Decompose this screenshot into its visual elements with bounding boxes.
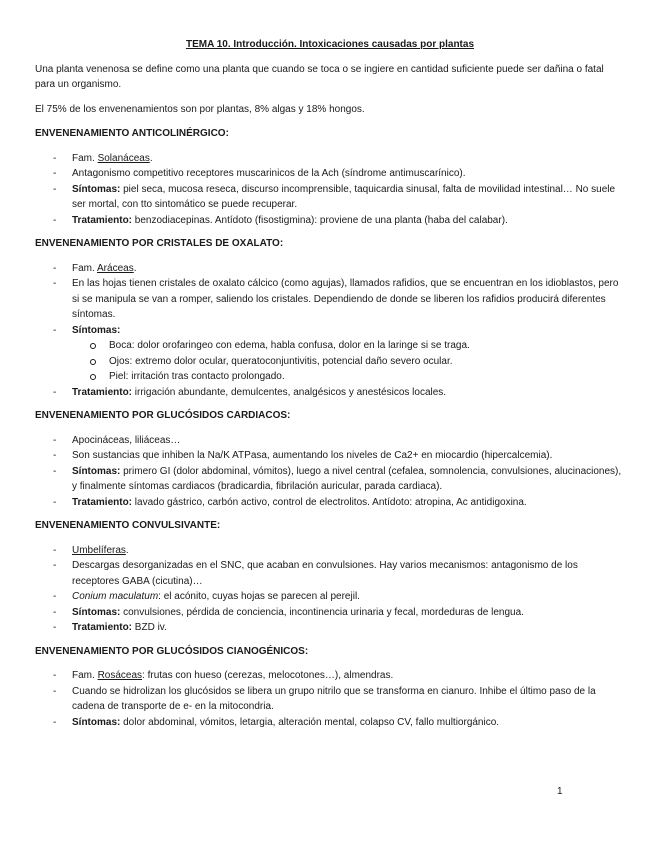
- dash-marker: -: [53, 465, 57, 477]
- sub-list-item: [72, 338, 625, 354]
- dash-marker: -: [53, 278, 57, 289]
- intro-paragraph-definition: Una planta venenosa se define como una planta que cuando se toca o se ingiere en cantidad suficiente puede ser dañina o fatal para un organismo.: [35, 63, 604, 90]
- item-text: dolor abdominal, vómitos, letargia, alteración mental, colapso CV, fallo multiorgánico.: [120, 716, 500, 728]
- dash-marker: -: [53, 496, 57, 508]
- intro-paragraph-statistics: El 75% de los envenenamientos son por plantas, 8% algas y 18% hongos.: [35, 103, 365, 115]
- circle-bullet-icon: [90, 374, 96, 380]
- list-item: [35, 166, 625, 182]
- dash-marker: -: [53, 434, 57, 446]
- item-text: .: [133, 262, 137, 274]
- list-item: [35, 448, 625, 464]
- section-heading-anticolinergico: ENVENENAMIENTO ANTICOLINÉRGICO:: [35, 128, 229, 139]
- dash-marker: -: [53, 622, 57, 633]
- item-label: Síntomas:: [72, 183, 121, 195]
- item-label: Síntomas:: [72, 716, 121, 728]
- dash-marker: -: [53, 685, 57, 697]
- section-list-convulsivante: [35, 543, 625, 636]
- item-text: convulsiones, pérdida de conciencia, incontinencia urinaria y fecal, mordeduras de lengua.: [120, 606, 524, 618]
- section-list-cianogenicos: [35, 668, 625, 730]
- sub-list-item: [72, 354, 625, 370]
- list-item: [35, 543, 625, 559]
- sub-item-text: Piel: irritación tras contacto prolongado.: [109, 371, 285, 382]
- list-item: [35, 605, 625, 621]
- section-heading-glucosidos-cardiacos: ENVENENAMIENTO POR GLUCÓSIDOS CARDIACOS:: [35, 410, 291, 421]
- section-heading-convulsivante: ENVENENAMIENTO CONVULSIVANTE:: [35, 520, 221, 531]
- item-label: Síntomas:: [72, 606, 121, 618]
- item-label: Tratamiento:: [72, 622, 133, 633]
- list-item: [35, 276, 625, 323]
- item-label: Tratamiento:: [72, 214, 133, 226]
- list-item: [35, 558, 625, 589]
- circle-bullet-icon: [90, 359, 96, 365]
- circle-bullet-icon: [90, 343, 96, 349]
- dash-marker: -: [53, 544, 57, 556]
- family-name: Solanáceas: [97, 152, 150, 164]
- item-text: .: [125, 544, 129, 556]
- item-label: Síntomas:: [72, 465, 121, 477]
- list-item: [35, 261, 625, 277]
- dash-marker: -: [53, 262, 57, 274]
- item-text: Fam.: [72, 670, 98, 681]
- family-name: Rosáceas: [97, 670, 143, 681]
- list-item: [35, 668, 625, 684]
- item-text: : frutas con hueso (cerezas, melocotones…), almendras.: [142, 670, 394, 681]
- species-name: Conium maculatum: [72, 591, 159, 602]
- list-item: [35, 213, 625, 229]
- family-name: Aráceas: [97, 262, 134, 274]
- item-text: Apocináceas, liliáceas…: [72, 434, 181, 446]
- list-item: [35, 715, 625, 731]
- section-list-glucosidos-cardiacos: [35, 433, 625, 511]
- item-label: Tratamiento:: [72, 386, 133, 398]
- list-item: [35, 620, 625, 636]
- item-text: irrigación abundante, demulcentes, analgésicos y anestésicos locales.: [132, 386, 447, 398]
- dash-marker: -: [53, 214, 57, 226]
- dash-marker: -: [53, 324, 57, 336]
- list-item: [35, 151, 625, 167]
- section-heading-cianogenicos: ENVENENAMIENTO POR GLUCÓSIDOS CIANOGÉNICOS:: [35, 645, 309, 657]
- item-text: En las hojas tienen cristales de oxalato cálcico (como agujas), llamados rafidios, que se encuentran en los idioblastos, pero si se manipula se van a romper, saliendo los cristales. Dependiendo de donde se liberen los rafidios producirá diferentes síntomas.: [72, 278, 619, 320]
- list-item: [35, 589, 625, 605]
- item-text: primero GI (dolor abdominal, vómitos), luego a nivel central (cefalea, somnolencia, convulsiones, alucinaciones), y finalmente síntomas cardiacos (bradicardia, fibrilación auricular, parada cardiaca).: [72, 465, 622, 492]
- sub-item-text: Boca: dolor orofaringeo con edema, habla confusa, dolor en la laringe si se traga.: [109, 340, 470, 351]
- item-text: Antagonismo competitivo receptores muscarinicos de la Ach (síndrome antimuscarínico).: [72, 168, 466, 179]
- list-item: [35, 684, 625, 715]
- dash-marker: -: [53, 670, 57, 681]
- item-label: Tratamiento:: [72, 496, 133, 508]
- document-content: [35, 37, 625, 738]
- dash-marker: -: [53, 168, 57, 179]
- item-text: Fam.: [72, 152, 98, 164]
- dash-marker: -: [53, 716, 57, 728]
- list-item: [35, 323, 625, 385]
- section-list-anticolinergico: [35, 151, 625, 229]
- page-number: 1: [557, 786, 563, 797]
- section-list-oxalato: [35, 261, 625, 401]
- item-text: lavado gástrico, carbón activo, control de electrolitos. Antídoto: atropina, Ac antidigoxina.: [132, 496, 527, 508]
- family-name: Umbelíferas: [72, 544, 126, 556]
- symptom-sublist: [72, 338, 625, 385]
- dash-marker: -: [53, 560, 57, 571]
- dash-marker: -: [53, 183, 57, 195]
- item-text: piel seca, mucosa reseca, discurso incomprensible, taquicardia sinusal, falta de movilidad intestinal… No suele ser mortal, con tto sintomático se puede recuperar.: [72, 183, 616, 210]
- list-item: [35, 433, 625, 449]
- item-text: Son sustancias que inhiben la Na/K ATPasa, aumentando los niveles de Ca2+ en miocardio (hipercalcemia).: [72, 450, 553, 461]
- list-item: [35, 495, 625, 511]
- item-text: benzodiacepinas. Antídoto (fisostigmina): proviene de una planta (haba del calabar).: [132, 214, 508, 226]
- item-label: Síntomas:: [72, 324, 121, 336]
- item-text: Fam.: [72, 262, 98, 274]
- item-text: .: [149, 152, 153, 164]
- dash-marker: -: [53, 591, 57, 602]
- item-text: Cuando se hidrolizan los glucósidos se libera un grupo nitrilo que se transforma en cianuro. Inhibe el último paso de la cadena de transporte de e- en la mitocondria.: [72, 685, 596, 712]
- item-text: Descargas desorganizadas en el SNC, que acaban en convulsiones. Hay varios mecanismos: antagonismo de los receptores GABA (cicutina)…: [72, 560, 578, 587]
- item-text: : el acónito, cuyas hojas se parecen al perejil.: [158, 591, 360, 602]
- dash-marker: -: [53, 386, 57, 398]
- section-heading-oxalato: ENVENENAMIENTO POR CRISTALES DE OXALATO:: [35, 238, 284, 249]
- list-item: [35, 182, 625, 213]
- list-item: [35, 464, 625, 495]
- item-text: BZD iv.: [132, 622, 167, 633]
- page-title: TEMA 10. Introducción. Intoxicaciones causadas por plantas: [185, 39, 475, 50]
- dash-marker: -: [53, 450, 57, 461]
- dash-marker: -: [53, 606, 57, 618]
- sub-item-text: Ojos: extremo dolor ocular, queratoconjuntivitis, potencial daño severo ocular.: [109, 355, 453, 367]
- dash-marker: -: [53, 152, 57, 164]
- list-item: [35, 385, 625, 401]
- sub-list-item: [72, 369, 625, 385]
